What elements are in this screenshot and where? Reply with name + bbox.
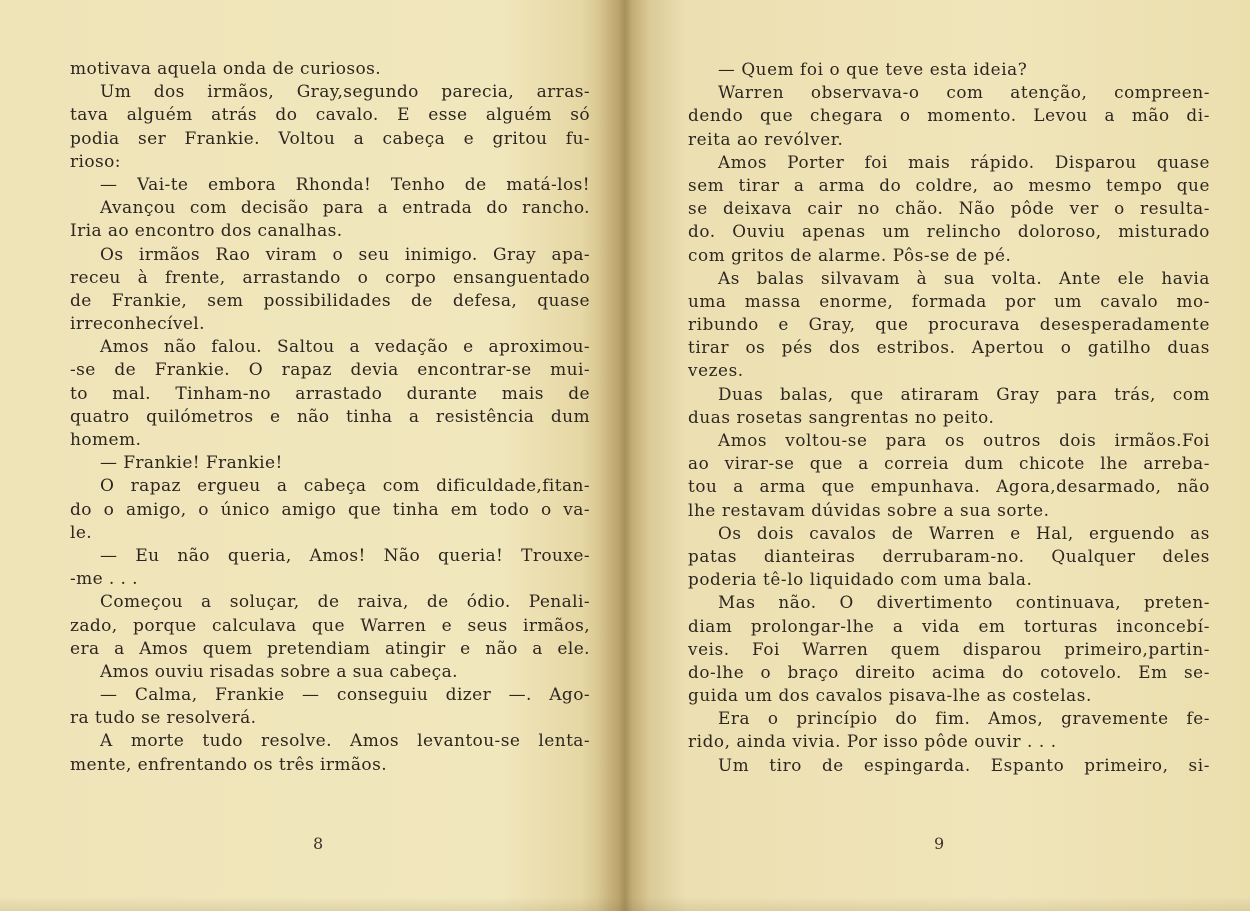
text-line: Os dois cavalos de Warren e Hal, erguendo as bbox=[718, 522, 1210, 543]
text-line: Os irmãos Rao viram o seu inimigo. Gray apa- bbox=[100, 244, 590, 265]
text-line: Amos voltou-se para os outros dois irmãos.Foi bbox=[718, 430, 1210, 450]
text-line: se deixava cair no chão. Não pôde ver o resulta- bbox=[688, 198, 1210, 219]
text-line: do. Ouviu apenas um relincho doloroso, misturado bbox=[688, 221, 1210, 242]
text-line: Era o princípio do fim. Amos, gravemente fe- bbox=[718, 708, 1210, 729]
text-line: — Frankie! Frankie! bbox=[100, 453, 283, 474]
text-line: duas rosetas sangrentas no peito. bbox=[688, 406, 995, 427]
text-line: motivava aquela onda de curiosos. bbox=[70, 59, 382, 79]
text-line: Começou a soluçar, de raiva, de ódio. Penali- bbox=[100, 592, 590, 613]
left-page bbox=[70, 58, 590, 777]
text-line: Amos Porter foi mais rápido. Disparou quase bbox=[718, 151, 1210, 172]
text-line: irreconhecível. bbox=[70, 314, 205, 335]
text-line: tirar os pés dos estribos. Apertou o gatilho duas bbox=[688, 337, 1210, 358]
text-line: — Quem foi o que teve esta ideia? bbox=[718, 59, 1028, 79]
text-line: Warren observava-o com atenção, compreen- bbox=[718, 82, 1210, 103]
text-line: Amos ouviu risadas sobre a sua cabeça. bbox=[100, 661, 458, 682]
text-line: to mal. Tinham-no arrastado durante mais de bbox=[70, 383, 590, 404]
text-line: Avançou com decisão para a entrada do rancho. bbox=[100, 198, 590, 219]
text-line: do-lhe o braço direito acima do cotovelo. Em se- bbox=[688, 661, 1210, 682]
text-line: do o amigo, o único amigo que tinha em todo o va- bbox=[70, 499, 590, 520]
text-line: — Vai-te embora Rhonda! Tenho de matá-los! bbox=[100, 174, 590, 195]
text-line: tou a arma que empunhava. Agora,desarmado, não bbox=[688, 476, 1210, 497]
book-gutter bbox=[598, 0, 650, 911]
text-line: ribundo e Gray, que procurava desesperadamente bbox=[688, 314, 1210, 335]
text-line: quatro quilómetros e não tinha a resistência dum bbox=[70, 406, 590, 427]
text-line: uma massa enorme, formada por um cavalo mo- bbox=[688, 290, 1210, 311]
text-line: Um dos irmãos, Gray,segundo parecia, arras- bbox=[100, 82, 590, 103]
text-line: lhe restavam dúvidas sobre a sua sorte. bbox=[688, 499, 1050, 520]
text-line: com gritos de alarme. Pôs-se de pé. bbox=[688, 244, 1012, 265]
text-line: receu à frente, arrastando o corpo ensanguentado bbox=[70, 267, 590, 288]
text-line: podia ser Frankie. Voltou a cabeça e gritou fu- bbox=[70, 128, 590, 149]
text-line: reita ao revólver. bbox=[688, 128, 844, 149]
text-line: Iria ao encontro dos canalhas. bbox=[70, 221, 343, 242]
text-line: dendo que chegara o momento. Levou a mão di- bbox=[688, 105, 1210, 126]
text-line: homem. bbox=[70, 430, 142, 450]
text-line: guida um dos cavalos pisava-lhe as costelas. bbox=[688, 685, 1092, 706]
text-line: era a Amos quem pretendiam atingir e não a ele. bbox=[70, 638, 590, 659]
text-line: -se de Frankie. O rapaz devia encontrar-se mui- bbox=[70, 360, 590, 381]
right-page bbox=[688, 58, 1210, 777]
text-line: zado, porque calculava que Warren e seus irmãos, bbox=[70, 615, 590, 636]
text-line: sem tirar a arma do coldre, ao mesmo tempo que bbox=[688, 174, 1210, 195]
text-line: -me . . . bbox=[70, 569, 138, 590]
text-line: diam prolongar-lhe a vida em torturas inconcebí- bbox=[688, 615, 1210, 636]
text-line: veis. Foi Warren quem disparou primeiro,partin- bbox=[688, 638, 1210, 659]
text-line: le. bbox=[70, 522, 93, 543]
text-line: Mas não. O divertimento continuava, preten- bbox=[718, 592, 1210, 613]
text-line: As balas silvavam à sua volta. Ante ele havia bbox=[718, 267, 1210, 288]
text-line: O rapaz ergueu a cabeça com dificuldade,fitan- bbox=[100, 476, 590, 497]
text-line: rido, ainda vivia. Por isso pôde ouvir . . . bbox=[688, 731, 1057, 752]
text-line: Amos não falou. Saltou a vedação e aproximou- bbox=[100, 337, 590, 358]
text-line: tava alguém atrás do cavalo. E esse alguém só bbox=[70, 105, 590, 126]
text-line: — Calma, Frankie — conseguiu dizer —. Ago- bbox=[100, 685, 590, 706]
text-line: Duas balas, que atiraram Gray para trás, com bbox=[718, 383, 1210, 404]
text-line: A morte tudo resolve. Amos levantou-se lenta- bbox=[100, 731, 590, 752]
text-line: patas dianteiras derrubaram-no. Qualquer deles bbox=[688, 545, 1210, 566]
text-line: Um tiro de espingarda. Espanto primeiro, si- bbox=[718, 754, 1210, 775]
page-number-right: 9 bbox=[934, 834, 945, 853]
page-bottom-shade bbox=[0, 897, 1250, 911]
text-line: poderia tê-lo liquidado com uma bala. bbox=[688, 569, 1033, 590]
text-line: ao virar-se que a correia dum chicote lhe arreba- bbox=[688, 453, 1210, 474]
text-line: rioso: bbox=[70, 151, 121, 172]
text-line: mente, enfrentando os três irmãos. bbox=[70, 754, 387, 775]
text-line: — Eu não queria, Amos! Não queria! Trouxe- bbox=[100, 545, 590, 566]
page-number-left: 8 bbox=[313, 834, 324, 853]
text-line: vezes. bbox=[688, 360, 744, 381]
text-line: ra tudo se resolverá. bbox=[70, 708, 257, 729]
text-line: de Frankie, sem possibilidades de defesa, quase bbox=[70, 290, 590, 311]
